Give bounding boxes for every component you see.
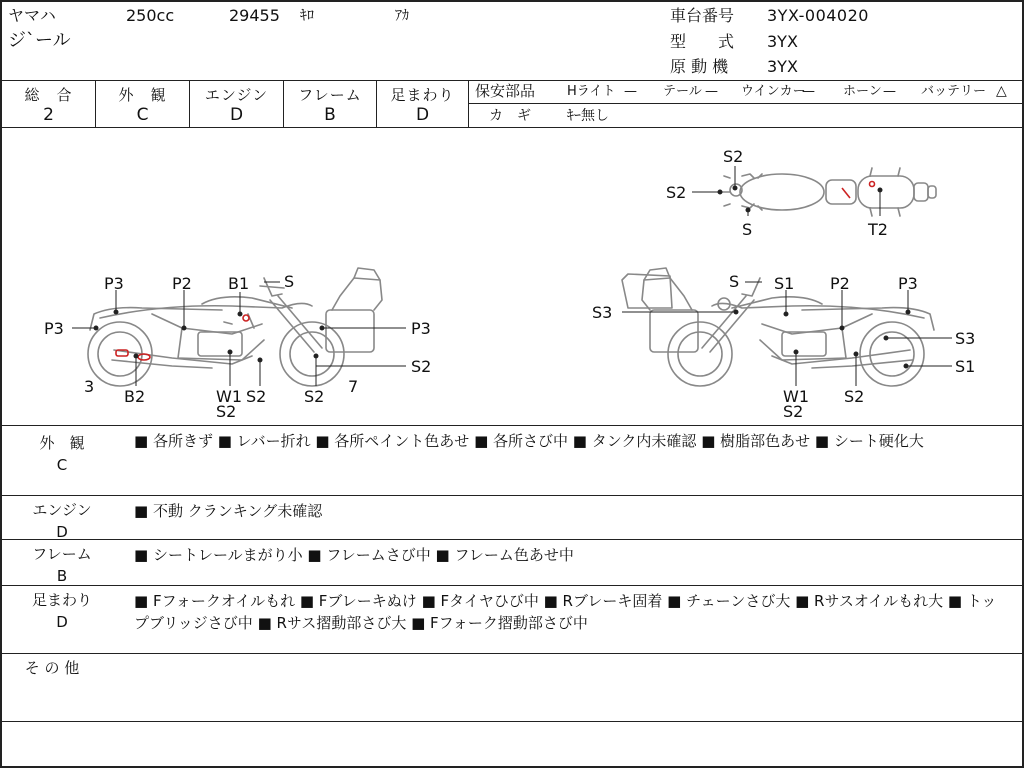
remark-category [12,657,92,679]
grade-value: D [415,105,430,125]
callout-label: S2 [844,387,865,406]
damage-diagram [2,128,1022,426]
leader-dot [734,310,738,314]
leader-dot [904,364,908,368]
callout-label: W1 [216,387,242,406]
engine-label: 原 動 機 [670,57,729,76]
callout-label: S [284,272,295,291]
remark-category [12,589,112,633]
motorcycle-diagram [2,128,1022,426]
engine-value: 3YX [767,57,798,76]
safety-parts [469,81,1022,128]
leader-dot [840,326,844,330]
leader-dot [884,336,888,340]
leader-dot [794,350,798,354]
remark-text: ■ シートレールまがり小 ■ フレームさび中 ■ フレーム色あせ中 [134,546,574,564]
remark-category-grade: D [56,523,68,541]
model-name: ジ`ール [8,30,71,51]
safety-item-value: — [705,84,718,99]
callout-label: S1 [955,357,976,376]
grade-row [2,81,1022,128]
leader-dot [228,350,232,354]
leader-dot [854,352,858,356]
key-value: ｷｰ無し [567,108,609,124]
callout-label: T2 [868,220,888,239]
battery-warning-icon: △ [996,83,1007,99]
callout-label: P3 [411,319,431,338]
leader-dot [733,186,737,190]
leader-dot [718,190,722,194]
grade-frame [284,81,377,128]
displacement: 250cc [126,6,175,25]
remarks-other [2,654,1022,722]
leader-dot [746,208,750,212]
grade-overall [2,81,96,128]
leader-dot [258,358,262,362]
type-value: 3YX [767,32,798,51]
remark-category [12,543,112,587]
grade-label: 足まわり [390,86,455,104]
safety-item-label: ウインカー [741,84,806,99]
remarks-exterior [2,426,1022,496]
leader-dot [94,326,98,330]
type-label: 型 式 [670,32,735,51]
grade-value: 2 [43,105,54,125]
grade-engine [190,81,284,128]
grade-label: エンジン [204,86,269,104]
remark-text: ■ 不動 クランキング未確認 [134,502,323,520]
callout-label: 7 [348,377,359,396]
callout-label: P2 [172,274,192,293]
top-view-outline [718,168,936,216]
callout-label: S3 [955,329,976,348]
callout-label: W1 [783,387,809,406]
mileage: 29455 [229,6,280,25]
callout-label: S2 [216,402,237,421]
safety-item-label: ホーン [843,84,882,99]
safety-item-value: — [883,84,896,99]
color: ｱｶ [395,8,409,24]
remark-category-label: そ の 他 [24,659,80,677]
leader-dot [906,310,910,314]
damage-mark [842,188,850,198]
grade-value: B [324,105,336,125]
callout-label: B2 [124,387,146,406]
safety-item-label: テール [663,84,702,99]
key-row [469,104,1022,128]
damage-mark [870,182,875,187]
vehicle-header [2,2,1022,81]
remark-category-grade: D [56,613,68,631]
grade-label: フレーム [298,86,362,104]
grade-value: D [229,105,244,125]
leader-dot [238,312,242,316]
key-label: カ ギ [489,108,531,124]
remarks-frame [2,540,1022,586]
motorcycle-outlines [88,168,936,386]
grade-value: C [136,105,149,125]
callout-label: S2 [783,402,804,421]
grade-label: 総 合 [24,86,73,104]
callout-label: S [742,220,753,239]
safety-item-label: バッテリー [921,84,987,99]
leader-dot [134,354,138,358]
callout-label: P3 [898,274,918,293]
callout-label: B1 [228,274,250,293]
remark-text: ■ 各所きず ■ レバー折れ ■ 各所ペイント色あせ ■ 各所さび中 ■ タンク内未確認 ■ 樹脂部色あせ ■ シート硬化大 [134,432,924,450]
callout-label: S [729,272,740,291]
leader-dot [114,310,118,314]
callout-label: S1 [774,274,795,293]
remark-category-label: フレーム [32,545,92,563]
grade-suspension [377,81,469,128]
callout-label: P3 [104,274,124,293]
safety-item-value: — [802,84,815,99]
callout-label: P3 [44,319,64,338]
remark-category-label: エンジン [32,501,92,519]
frame-no: 3YX-004020 [767,6,869,25]
callout-label: S2 [723,147,744,166]
callout-labels [44,147,975,421]
remark-category-grade: B [56,567,68,585]
leader-dot [784,312,788,316]
leader-dot [320,326,324,330]
remark-category [12,432,112,476]
safety-item-label: Hライト [567,84,616,99]
maker: ヤマハ [8,6,56,25]
callout-label: P2 [830,274,850,293]
callout-label: 3 [84,377,95,396]
grade-exterior [96,81,190,128]
remark-text: ■ Fフォークオイルもれ ■ Fブレーキぬけ ■ Fタイヤひび中 ■ Rブレーキ固着 ■ チェーンさび大 ■ Rサスオイルもれ大 ■ トップブリッジさび中 ■ Rサス摺動部さび大 ■ Fフォーク摺動部さび中 [134,592,997,632]
safety-row [469,81,1022,104]
remarks-suspension [2,586,1022,654]
callout-label: S3 [592,303,613,322]
remarks-engine [2,496,1022,540]
remark-category [12,499,112,543]
frame-no-label: 車台番号 [670,6,735,25]
safety-item-value: — [624,84,637,99]
callout-label: S2 [411,357,432,376]
leader-dot [878,188,882,192]
callout-label: S2 [304,387,325,406]
damage-mark [243,315,249,321]
callout-label: S2 [666,183,687,202]
safety-title: 保安部品 [475,82,536,100]
leader-dot [182,326,186,330]
remark-category-grade: C [56,456,68,474]
mileage-unit: ｷﾛ [300,8,314,24]
callout-label: S2 [246,387,267,406]
remark-category-label: 足まわり [31,591,92,609]
remark-category-label: 外 観 [39,434,85,452]
grade-label: 外 観 [118,86,167,104]
